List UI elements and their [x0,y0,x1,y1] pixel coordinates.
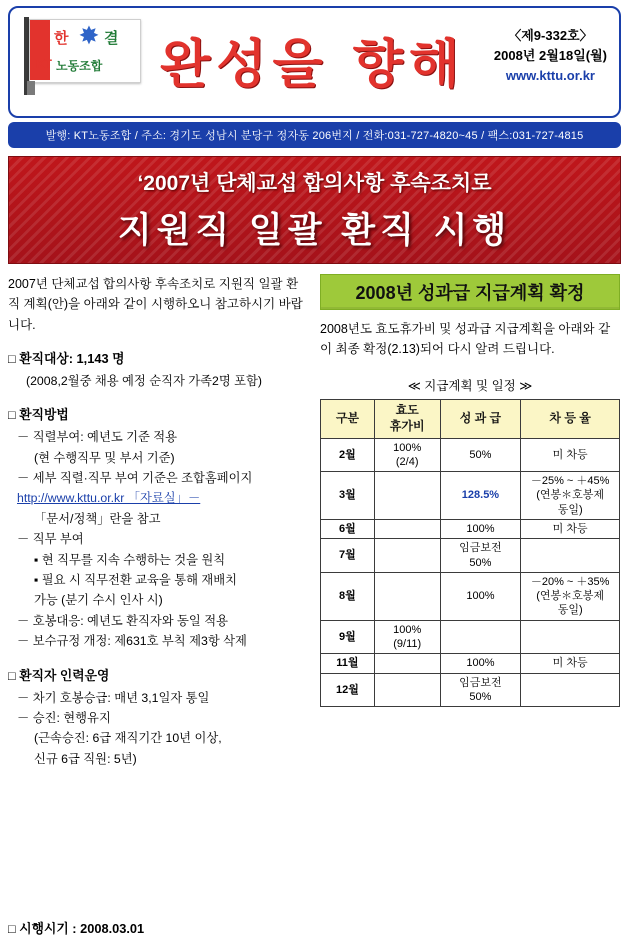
table-cell-holiday-allowance [374,472,440,520]
left-column [8,274,308,769]
table-cell-bonus [440,620,521,654]
section-line: － 직무 부여 [17,532,84,547]
table-cell-month: 6월 [321,519,375,538]
flag-gyeol-text: 결 [104,30,119,47]
table-header [321,399,620,438]
table-cell-month: 3월 [321,472,375,520]
table-cell-holiday-allowance [374,654,440,673]
flag-red-stripe [30,20,50,80]
headline-banner [8,156,621,264]
table-caption: ≪ 지급계획 및 일정 ≫ [407,378,533,393]
table-row [321,539,620,573]
table-header-row [321,399,620,438]
masthead-title: 완성을 향해 [160,35,466,95]
table-cell-month: 12월 [321,673,375,707]
table-cell-bonus: 50% [440,438,521,472]
table-cell-differential-rate: 미 차등 [521,654,620,673]
right-column [320,274,620,769]
table-cell-differential-rate: －25% ~ ＋45% (연봉＊호봉제 동일) [521,472,620,520]
table-cell-differential-rate [521,539,620,573]
table-cell-holiday-allowance [374,572,440,620]
payment-plan-table [320,399,620,708]
section-line: － 호봉대응: 예년도 환직자와 동일 적용 [17,613,228,628]
section-line: (현 수행직무 및 부서 기준) [34,450,175,465]
table-cell-month: 11월 [321,654,375,673]
table-cell-differential-rate [521,673,620,707]
flag-kt-text: KT [36,57,52,71]
section-link-line[interactable]: http://www.kttu.or.kr 「자료실」－ [17,491,201,506]
table-cell-differential-rate [521,620,620,654]
table-cell-holiday-allowance: 100% (9/11) [374,620,440,654]
implementation-date: □ 시행시기 : 2008.03.01 [8,921,145,936]
table-cell-differential-rate: －20% ~ ＋35% (연봉＊호봉제 동일) [521,572,620,620]
section-line: ▪ 현 직무를 지속 수행하는 것을 원칙 [34,552,226,567]
left-section [8,665,308,770]
table-row [321,673,620,707]
left-intro-paragraph: 2007년 단체교섭 합의사항 후속조치로 지원직 일괄 환직 계획(안)을 아래와 같이 시행하오니 참고하시기 바랍니다. [8,277,303,332]
section-heading: □ 환직방법 [8,407,69,423]
table-row [321,654,620,673]
content-body [8,274,621,769]
issue-number: 〈제9-332호〉 [508,28,593,43]
section-line: 신규 6급 직원: 5년) [34,751,137,766]
flag-union-text: 노동조합 [56,59,103,73]
table-col-header: 차 등 율 [521,399,620,438]
table-cell-month: 9월 [321,620,375,654]
table-cell-bonus: 임금보전 50% [440,673,521,707]
issue-date: 2008년 2월18일(월) [493,48,607,64]
table-col-header: 효도 휴가비 [374,399,440,438]
section-line: (근속승진: 6급 재직기간 10년 이상, [34,731,222,746]
table-cell-differential-rate: 미 차등 [521,438,620,472]
table-cell-bonus: 100% [440,654,521,673]
section-line: ▪ 필요 시 직무전환 교육을 통해 재배치 [34,573,238,587]
table-row [321,620,620,654]
section-line: － 세부 직렬·직무 부여 기준은 조합홈페이지 [17,470,253,485]
table-row [321,472,620,520]
section-line: － 직렬부여: 예년도 기준 적용 [17,430,178,445]
table-col-header: 구분 [321,399,375,438]
table-cell-month: 8월 [321,572,375,620]
masthead [8,6,621,118]
table-cell-month: 7월 [321,539,375,573]
banner-title: 지원직 일괄 환직 시행 [117,211,512,250]
flag-base [27,81,35,95]
table-cell-bonus: 100% [440,572,521,620]
table-cell-bonus: 100% [440,519,521,538]
table-row [321,572,620,620]
section-line: 「문서/정책」란을 참고 [34,511,161,526]
section-heading: □ 환직자 인력운영 [8,667,110,683]
table-row [321,519,620,538]
table-row [321,438,620,472]
flag-han-text: 한 [54,30,69,47]
section-heading: □ 환직대상: 1,143 명 [8,350,125,366]
left-section [8,348,308,391]
newsletter-page [0,6,629,947]
left-section [8,404,308,651]
table-cell-holiday-allowance [374,539,440,573]
website-url[interactable]: www.kttu.or.kr [505,68,595,84]
section-line: － 승진: 현행유지 [17,711,111,726]
right-paragraph: 2008년도 효도휴가비 및 성과급 지급계획을 아래와 같이 최종 확정(2.13)되어 다시 알려 드립니다. [320,322,611,357]
banner-subtitle: ‘2007년 단체교섭 합의사항 후속조치로 [137,172,492,195]
section-line: － 보수규정 개정: 제631호 부칙 제3항 삭제 [17,634,247,649]
table-cell-differential-rate: 미 차등 [521,519,620,538]
star-icon: ✸ [78,22,100,50]
table-col-header: 성 과 급 [440,399,521,438]
table-cell-month: 2월 [321,438,375,472]
table-cell-bonus: 128.5% [440,472,521,520]
union-flag-logo [24,17,142,95]
table-cell-holiday-allowance [374,673,440,707]
table-body [321,438,620,707]
publisher-contact-bar: 발행: KT노동조합 / 주소: 경기도 성남시 분당구 정자동 206번지 / 전화:031-727-4820~45 / 팩스:031-727-4815 [8,122,621,148]
table-cell-bonus: 임금보전 50% [440,539,521,573]
section-line: － 차기 호봉승급: 매년 3,1일자 통일 [17,690,210,705]
section-line: (2008,2월중 채용 예정 순직자 가족2명 포함) [26,373,263,388]
section-line: 가능 (분기 수시 인사 시) [34,593,163,608]
table-cell-holiday-allowance: 100% (2/4) [374,438,440,472]
table-cell-holiday-allowance [374,519,440,538]
issue-info [494,26,607,86]
right-green-title: 2008년 성과급 지급계획 확정 [320,274,620,310]
left-sections [8,348,308,770]
